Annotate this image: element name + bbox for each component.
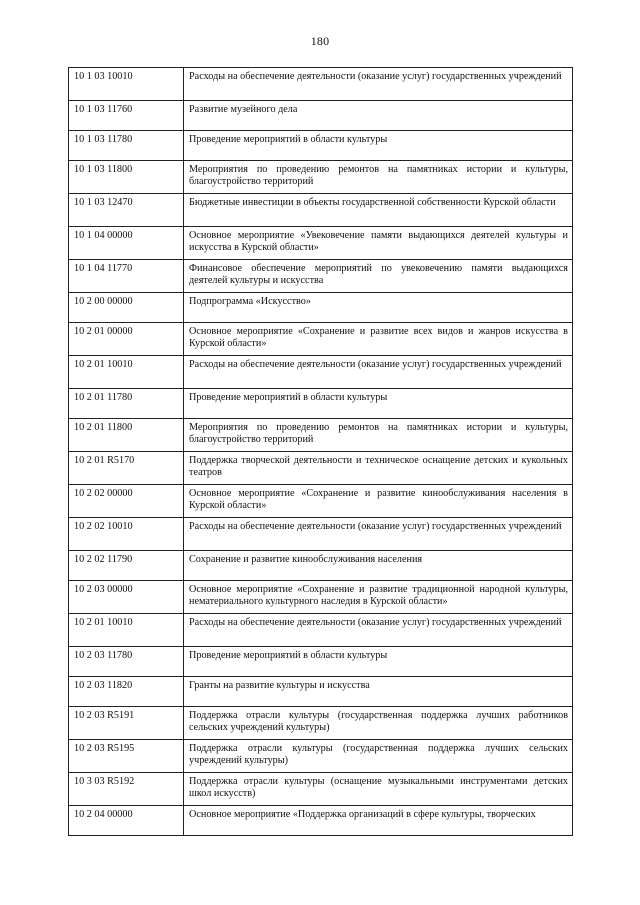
expense-description-cell: Финансовое обеспечение мероприятий по увековечению памяти выдающихся деятелей культуры и искусства	[184, 260, 573, 293]
expense-description-cell: Развитие музейного дела	[184, 101, 573, 131]
table-row	[69, 677, 573, 707]
classification-code-cell: 10 2 02 11790	[69, 551, 184, 581]
expense-description-cell: Проведение мероприятий в области культуры	[184, 647, 573, 677]
classification-code-cell: 10 2 01 10010	[69, 614, 184, 647]
expense-description-cell: Поддержка творческой деятельности и техническое оснащение детских и кукольных театров	[184, 452, 573, 485]
classification-code-cell: 10 2 04 00000	[69, 806, 184, 836]
classification-code-cell: 10 2 03 11820	[69, 677, 184, 707]
expense-description-cell: Расходы на обеспечение деятельности (оказание услуг) государственных учреждений	[184, 356, 573, 389]
table-row	[69, 707, 573, 740]
classification-code-cell: 10 2 03 00000	[69, 581, 184, 614]
table-row	[69, 581, 573, 614]
table-row	[69, 194, 573, 227]
budget-classification-table-container	[68, 67, 573, 836]
table-row	[69, 227, 573, 260]
table-row	[69, 161, 573, 194]
expense-description-cell: Основное мероприятие «Сохранение и развитие всех видов и жанров искусства в Курской области»	[184, 323, 573, 356]
table-row	[69, 806, 573, 836]
budget-classification-table	[68, 67, 573, 836]
expense-description-cell: Основное мероприятие «Поддержка организаций в сфере культуры, творческих	[184, 806, 573, 836]
expense-description-cell: Проведение мероприятий в области культуры	[184, 389, 573, 419]
table-row	[69, 293, 573, 323]
page-number: 180	[310, 34, 330, 48]
expense-description-cell: Основное мероприятие «Сохранение и развитие традиционной народной культуры, нематериального культурного наследия в Курской области»	[184, 581, 573, 614]
classification-code-cell: 10 1 03 10010	[69, 68, 184, 101]
classification-code-cell: 10 2 01 00000	[69, 323, 184, 356]
table-row	[69, 551, 573, 581]
expense-description-cell: Расходы на обеспечение деятельности (оказание услуг) государственных учреждений	[184, 68, 573, 101]
expense-description-cell: Мероприятия по проведению ремонтов на памятниках истории и культуры, благоустройство территорий	[184, 419, 573, 452]
classification-code-cell: 10 1 03 11760	[69, 101, 184, 131]
table-row	[69, 647, 573, 677]
classification-code-cell: 10 2 03 R5191	[69, 707, 184, 740]
table-row	[69, 485, 573, 518]
classification-code-cell: 10 2 01 11780	[69, 389, 184, 419]
table-row	[69, 518, 573, 551]
table-row	[69, 68, 573, 101]
expense-description-cell: Подпрограмма «Искусство»	[184, 293, 573, 323]
table-row	[69, 614, 573, 647]
classification-code-cell: 10 2 02 10010	[69, 518, 184, 551]
classification-code-cell: 10 2 01 R5170	[69, 452, 184, 485]
expense-description-cell: Поддержка отрасли культуры (государственная поддержка лучших работников сельских учреждений культуры)	[184, 707, 573, 740]
table-row	[69, 101, 573, 131]
expense-description-cell: Мероприятия по проведению ремонтов на памятниках истории и культуры, благоустройство территорий	[184, 161, 573, 194]
table-row	[69, 356, 573, 389]
expense-description-cell: Основное мероприятие «Сохранение и развитие кинообслуживания населения в Курской области»	[184, 485, 573, 518]
table-row	[69, 452, 573, 485]
classification-code-cell: 10 1 03 11780	[69, 131, 184, 161]
expense-description-cell: Расходы на обеспечение деятельности (оказание услуг) государственных учреждений	[184, 614, 573, 647]
expense-description-cell: Поддержка отрасли культуры (оснащение музыкальными инструментами детских школ искусств)	[184, 773, 573, 806]
table-row	[69, 773, 573, 806]
expense-description-cell: Гранты на развитие культуры и искусства	[184, 677, 573, 707]
expense-description-cell: Поддержка отрасли культуры (государственная поддержка лучших сельских учреждений культуры)	[184, 740, 573, 773]
expense-description-cell: Бюджетные инвестиции в объекты государственной собственности Курской области	[184, 194, 573, 227]
expense-description-cell: Проведение мероприятий в области культуры	[184, 131, 573, 161]
table-row	[69, 740, 573, 773]
table-row	[69, 389, 573, 419]
classification-code-cell: 10 1 03 12470	[69, 194, 184, 227]
classification-code-cell: 10 2 01 11800	[69, 419, 184, 452]
expense-description-cell: Расходы на обеспечение деятельности (оказание услуг) государственных учреждений	[184, 518, 573, 551]
table-body	[69, 68, 573, 836]
classification-code-cell: 10 1 03 11800	[69, 161, 184, 194]
classification-code-cell: 10 2 01 10010	[69, 356, 184, 389]
classification-code-cell: 10 1 04 11770	[69, 260, 184, 293]
expense-description-cell: Сохранение и развитие кинообслуживания населения	[184, 551, 573, 581]
classification-code-cell: 10 2 03 R5195	[69, 740, 184, 773]
table-row	[69, 419, 573, 452]
table-row	[69, 260, 573, 293]
expense-description-cell: Основное мероприятие «Увековечение памяти выдающихся деятелей культуры и искусства в Курской области»	[184, 227, 573, 260]
table-row	[69, 131, 573, 161]
classification-code-cell: 10 3 03 R5192	[69, 773, 184, 806]
classification-code-cell: 10 2 03 11780	[69, 647, 184, 677]
table-row	[69, 323, 573, 356]
classification-code-cell: 10 2 02 00000	[69, 485, 184, 518]
classification-code-cell: 10 2 00 00000	[69, 293, 184, 323]
classification-code-cell: 10 1 04 00000	[69, 227, 184, 260]
